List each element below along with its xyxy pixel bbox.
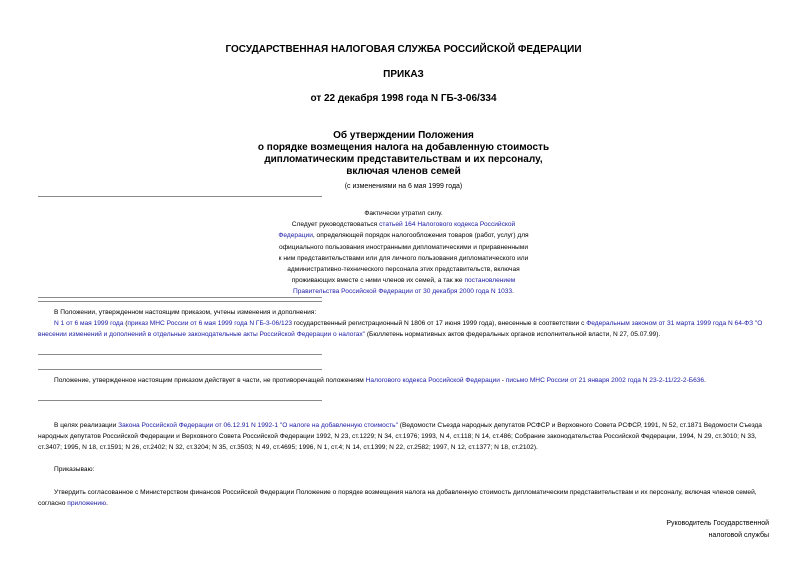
changes-text: (Бюллетень нормативных актов федеральных органов исполнительной власти, N 27, 05.07.99). <box>365 331 661 339</box>
preamble-text: (Ведомости Съезда народных депутатов РСФСР и Верховного Совета РСФСР, 1991, N 52, ст.1871 Ведомости Съезда народных депутатов Российской Федерации и Верховного Совета Российской Федерации 1992, N 23, ст.1229; N 34, ст.1976; 1993, N 4, ст.118; N 14, ст.486; Собрание законодательства Российской Федерации, 1994, N 29, ст.3010; N 33, ст.3407; 1995, N 18, ст.1591; N 26, ст.2402; N 32, ст.3204; N 35, ст.3503; N 49, ст.4695; 1996, N 1, ст.4; N 14, ст.1399; N 22, ст.2582; 1997, N 12, ст.1377; N 18, ст.2102). <box>38 422 762 452</box>
order-text: Утвердить согласованное с Министерством финансов Российской Федерации Положение о порядке возмещения налога на добавленную стоимость дипломатическим представительствам и их персоналу, включая членов семей, согласно <box>38 489 757 508</box>
mns-order-link[interactable]: приказ МНС России от 6 мая 1999 года N ГБ-3-06/123 <box>127 320 293 327</box>
divider <box>38 297 322 298</box>
tax-code-article-link-cont[interactable]: Федерации <box>278 232 313 240</box>
divider <box>38 301 322 302</box>
changes-text: ( <box>123 320 128 327</box>
title-line: дипломатическим представительствам и их персоналу, <box>264 154 543 165</box>
status-note <box>0 208 807 298</box>
divider <box>38 369 322 370</box>
validity-text: - <box>499 377 506 384</box>
changes-note-intro: В Положении, утвержденном настоящим приказом, учтены изменения и дополнения: <box>54 309 317 316</box>
divider <box>38 196 322 197</box>
signature-block <box>666 518 769 542</box>
validity-text: Положение, утвержденное настоящим приказом действует в части, не противоречащей положениям <box>54 377 366 384</box>
status-line <box>0 230 807 241</box>
status-line <box>0 219 807 230</box>
title-line: Об утверждении Положения <box>333 130 474 141</box>
preamble-paragraph <box>38 420 768 454</box>
order-paragraph <box>38 487 768 509</box>
validity-note <box>38 375 768 386</box>
divider <box>38 400 322 401</box>
vat-law-link[interactable]: Закона Российской Федерации от 06.12.91 N 1992-1 "О налоге на добавленную стоимость" <box>118 422 398 429</box>
tax-code-article-link[interactable]: статьей 164 Налогового кодекса Российской <box>379 221 516 229</box>
government-decree-link-cont[interactable]: Правительства Российской Федерации от 30 декабря 2000 года N 1033 <box>293 288 513 296</box>
mns-letter-link[interactable]: письмо МНС России от 21 января 2002 года N 23-2-11/22-2-Б636 <box>505 377 705 384</box>
status-line: Фактически утратил силу. <box>364 210 443 217</box>
changes-note <box>38 318 768 340</box>
appendix-link[interactable]: приложению <box>67 500 107 508</box>
signature-line: налоговой службы <box>708 532 769 539</box>
status-line: к ним представительствами или для личного пользования дипломатического или <box>278 254 529 262</box>
federal-law-link[interactable]: Федеральным законом от 31 марта 1999 года N 64-ФЗ "О внесении изменений и дополнений в отдельные законодательные акты Российской Федерации о налогах" <box>38 320 763 339</box>
status-text: Следует руководствоваться <box>291 221 380 229</box>
agency-name: ГОСУДАРСТВЕННАЯ НАЛОГОВАЯ СЛУЖБА РОССИЙСКОЙ ФЕДЕРАЦИИ <box>225 44 582 55</box>
status-text: проживающих вместе с ними членов их семей, а так же <box>291 277 465 285</box>
status-text: . <box>512 288 514 296</box>
status-line: административно-технического персонала этих представительств, включая <box>287 266 520 274</box>
validity-text: . <box>704 377 706 384</box>
amendment-note: (с изменениями на 6 мая 1999 года) <box>344 183 463 190</box>
title-line: о порядке возмещения налога на добавленную стоимость <box>257 142 550 153</box>
change-1-link[interactable]: N 1 от 6 мая 1999 года <box>54 320 124 327</box>
tax-code-link[interactable]: Налогового кодекса Российской Федерации <box>365 377 500 384</box>
document-type: ПРИКАЗ <box>383 69 424 80</box>
status-line <box>0 286 807 297</box>
status-text: , определяющей порядок налогообложения товаров (работ, услуг) для <box>312 232 529 240</box>
preamble-text: В целях реализации <box>54 422 119 429</box>
government-decree-link[interactable]: постановлением <box>464 277 516 285</box>
document-date-number: от 22 декабря 1998 года N ГБ-3-06/334 <box>310 93 497 104</box>
order-text: . <box>106 500 108 508</box>
signature-line: Руководитель Государственной <box>666 520 769 527</box>
order-word: Приказываю: <box>54 466 95 473</box>
changes-text: государственный регистрационный N 1806 от 17 июня 1999 года), внесенные в соответствии с <box>292 320 587 327</box>
status-line <box>0 275 807 286</box>
divider <box>38 354 322 355</box>
document-title <box>0 130 807 178</box>
title-line: включая членов семей <box>346 166 461 177</box>
status-line: официального пользования иностранными дипломатическими и приравненными <box>278 243 529 251</box>
